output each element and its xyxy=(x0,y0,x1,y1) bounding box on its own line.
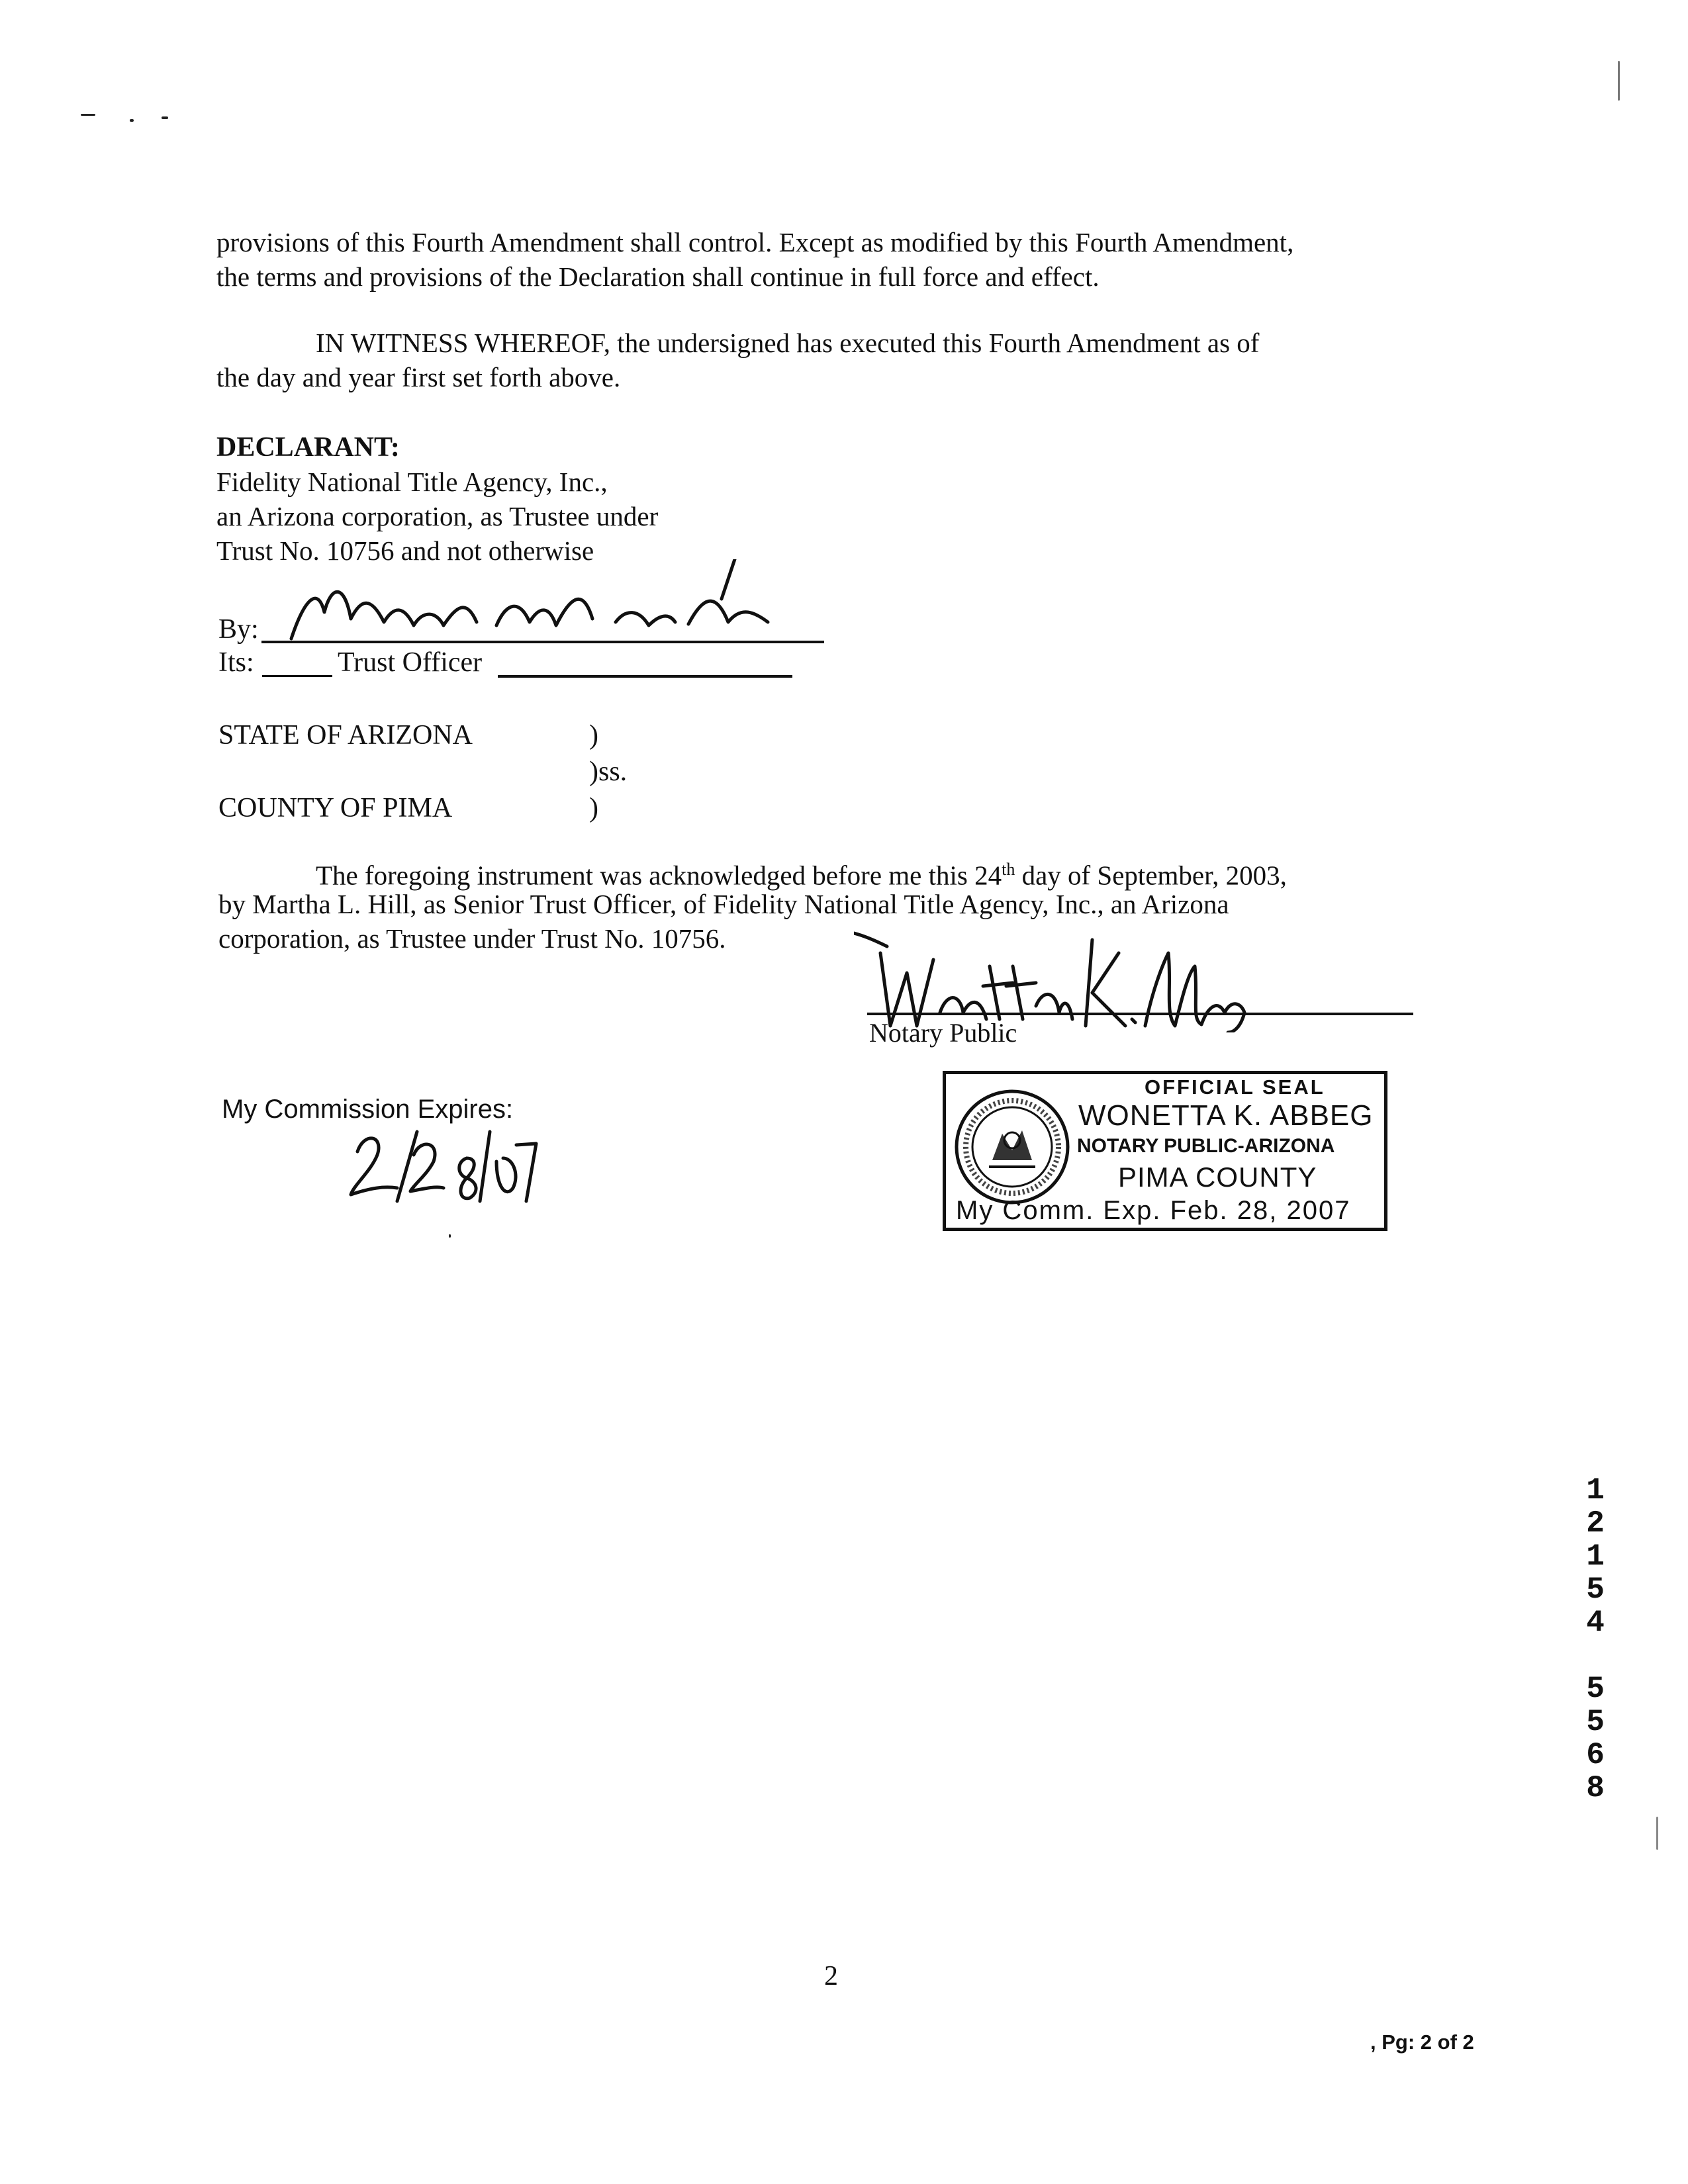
declarant-heading: DECLARANT: xyxy=(216,432,400,463)
venue-ss: )ss. xyxy=(589,756,628,787)
its-rule-right xyxy=(498,675,792,678)
paragraph-line: provisions of this Fourth Amendment shall control. Except as modified by this Fourth Amendment, xyxy=(216,227,1294,257)
paragraph-line: the terms and provisions of the Declaration shall continue in full force and effect. xyxy=(216,261,1100,292)
declarant-line: Fidelity National Title Agency, Inc., xyxy=(216,467,608,497)
its-rule-left xyxy=(262,675,332,677)
scan-speck xyxy=(1618,61,1620,101)
declarant-line: Trust No. 10756 and not otherwise xyxy=(216,535,594,566)
commission-label: My Commission Expires: xyxy=(222,1095,514,1124)
arizona-seal-icon xyxy=(953,1087,1072,1206)
notary-public-label: Notary Public xyxy=(869,1018,1017,1048)
scan-speck xyxy=(162,116,168,119)
county-of-pima: COUNTY OF PIMA xyxy=(218,793,453,823)
recording-digit: 5 xyxy=(1586,1672,1605,1706)
seal-county: PIMA COUNTY xyxy=(1118,1161,1317,1193)
recording-digit: 8 xyxy=(1586,1771,1605,1805)
witness-paragraph xyxy=(216,326,1461,394)
commission-date-handwritten xyxy=(344,1125,543,1205)
scan-speck xyxy=(1656,1817,1658,1850)
venue-paren-top: ) xyxy=(589,720,598,751)
seal-notary-name: WONETTA K. ABBEG xyxy=(1078,1099,1374,1132)
its-value: Trust Officer xyxy=(338,647,483,678)
body-paragraph xyxy=(216,225,1461,294)
declarant-signature-image xyxy=(278,559,794,645)
notary-signature-line xyxy=(867,1013,1413,1015)
paragraph-line: IN WITNESS WHEREOF, the undersigned has executed this Fourth Amendment as of xyxy=(316,328,1260,358)
page-footer: , Pg: 2 of 2 xyxy=(1370,2030,1474,2054)
recording-digit: 2 xyxy=(1586,1506,1605,1541)
seal-official-seal: OFFICIAL SEAL xyxy=(1145,1075,1325,1099)
scan-speck xyxy=(449,1234,451,1238)
page-number: 2 xyxy=(824,1961,838,1991)
recording-digit: 1 xyxy=(1586,1539,1605,1574)
paragraph-line: the day and year first set forth above. xyxy=(216,362,621,392)
recording-digit: 5 xyxy=(1586,1572,1605,1607)
seal-commission-expiration: My Comm. Exp. Feb. 28, 2007 xyxy=(956,1196,1351,1225)
scan-speck xyxy=(81,114,95,116)
by-label: By: xyxy=(218,614,259,645)
recording-digit: 5 xyxy=(1586,1705,1605,1739)
acknowledgment-text: day of September, 2003, xyxy=(1015,860,1287,891)
state-of-arizona: STATE OF ARIZONA xyxy=(218,720,473,751)
superscript: th xyxy=(1002,860,1015,879)
seal-notary-public-arizona: NOTARY PUBLIC-ARIZONA xyxy=(1077,1135,1335,1157)
scan-speck xyxy=(130,119,134,122)
declarant-block xyxy=(216,465,658,568)
venue-paren-bottom: ) xyxy=(589,793,598,823)
recording-digit: 4 xyxy=(1586,1606,1605,1640)
acknowledgment-text: The foregoing instrument was acknowledged before me this 24 xyxy=(316,860,1002,891)
acknowledgment-line: by Martha L. Hill, as Senior Trust Officer, of Fidelity National Title Agency, Inc., an Arizona xyxy=(218,889,1229,919)
notary-seal-stamp xyxy=(943,1071,1387,1231)
recording-digit: 6 xyxy=(1586,1738,1605,1772)
acknowledgment-line: corporation, as Trustee under Trust No. 10756. xyxy=(218,923,726,954)
declarant-line: an Arizona corporation, as Trustee under xyxy=(216,501,659,531)
recording-digit: 1 xyxy=(1586,1473,1605,1508)
its-label: Its: xyxy=(218,647,254,678)
